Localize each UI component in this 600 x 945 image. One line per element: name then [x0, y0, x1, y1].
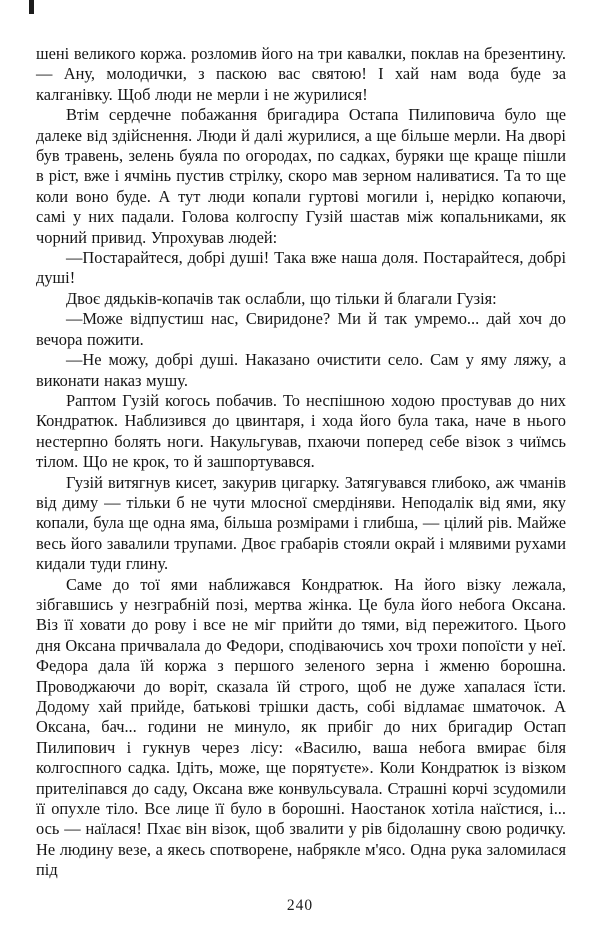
paragraph: Двоє дядьків-копачів так ослабли, що тільки й благали Гузія: [66, 288, 497, 308]
paragraph-continuation: шені великого коржа. розломив його на три кавалки, поклав на брезентину. — Ану, молодички, з паскою вас святою! І хай нам вода буде за калганівку. Щоб люди не мерли і не журилися! [36, 44, 566, 104]
paragraph: Гузій витягнув кисет, закурив цигарку. Затягувався глибоко, аж чманів від диму — тільки б не чути млосної смердіняви. Неподалік від ями, яку копали, була ще одна яма, більша розмірами і глибша, — цілий рів. Майже весь його завалили трупами. Двоє грабарів стояли окрай і млявими рухами кидали туди глину. [36, 472, 566, 574]
paragraph: Раптом Гузій когось побачив. То неспішною ходою простував до них Кондратюк. Наблизився до цвинтаря, і хода його була така, наче в нього нестерпно болять ноги. Накульгував, пхаючи поперед себе візок з чиїмсь тілом. Що не крок, то й зашпортувався. [36, 390, 566, 472]
paragraph: Втім сердечне побажання бригадира Остапа Пилиповича було ще далеке від здійснення. Люди й далі журилися, а ще більше мерли. На дворі був травень, зелень буяла по огородах, по садках, буряки ще краще пішли в ріст, вже і ячмінь пустив стрілку, скоро мав зерном наливатися. Та то ще коли воно буде. А тут люди копали гуртові могили і, нерідко копаючи, самі у них падали. Голова колгоспу Гузій шастав між копальниками, як чорний привид. Упрохував людей: [36, 105, 566, 247]
paragraph: Саме до тої ями наближався Кондратюк. На його візку лежала, зібгавшись у незграбній позі, мертва жінка. Це була його небога Оксана. Віз її ховати до рову і все не міг прийти до тями, від пережитого. Цього дня Оксана причвалала до Федори, сподіваючись хоч трохи попоїсти у неї. Федора дала їй коржа з першого зеленого зерна і жменю борошна. Проводжаючи до воріт, сказала їй строго, щоб не дуже хапалася їсти. Додому хай прийде, батькові трішки дасть, собі відламає шматочок. А Оксана, бач... години не минуло, як прибіг до них бригадир Остап Пилипович і гукнув через лісу: «Василю, ваша небога вмирає біля колгоспного садка. Ідіть, може, ще порятуєте». Коли Кондратюк із візком прителіпався до саду, Оксана вже конвульсувала. Страшні корчі зсудомили її опухле тіло. Все лице її було в борошні. Наостанок хотіла наїстися, і... ось — наїлася! Пхає він візок, щоб звалити у рів бідолашну свою родичку. Не людину везе, а якесь спотворене, набрякле м'ясо. Одна рука заломилася під [36, 574, 566, 880]
paragraph-dialogue: —Постарайтеся, добрі душі! Така вже наша доля. Постарайтеся, добрі душі! [36, 248, 566, 288]
scan-edge-artifact [29, 0, 34, 14]
page-text [36, 44, 566, 881]
page-number: 240 [286, 897, 314, 914]
paragraph-dialogue: —Може відпустиш нас, Свиридоне? Ми й так умремо... дай хоч до вечора пожити. [36, 309, 566, 349]
paragraph-dialogue: —Не можу, добрі душі. Наказано очистити село. Сам у яму ляжу, а виконати наказ мушу. [36, 350, 566, 390]
